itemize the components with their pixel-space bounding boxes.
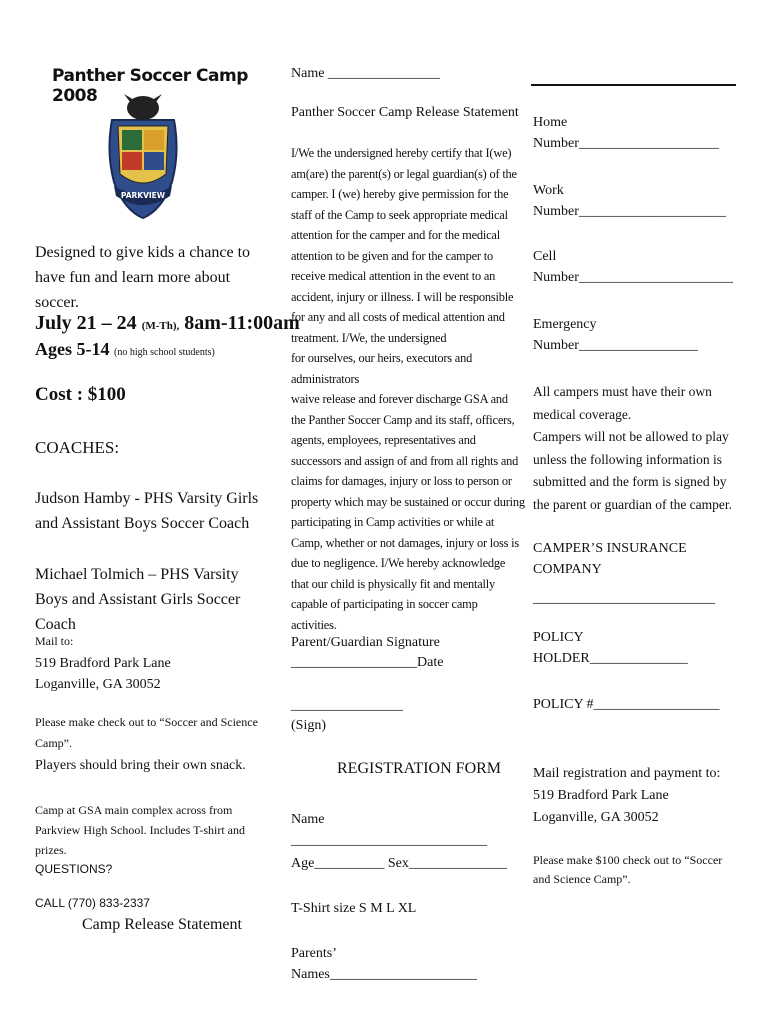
questions-label: QUESTIONS? bbox=[35, 862, 113, 876]
check-note-right: Please make $100 check out to “Soccer and Science Camp”. bbox=[533, 853, 723, 886]
address-line2: Loganville, GA 30052 bbox=[35, 677, 161, 692]
name-line[interactable]: Name ________________ bbox=[291, 66, 440, 81]
insurance-company-line[interactable]: __________________________ bbox=[533, 591, 715, 606]
mail-registration-note: Mail registration and payment to: 519 Bradford Park Lane Loganville, GA 30052 bbox=[533, 766, 721, 825]
address-line1: 519 Bradford Park Lane bbox=[35, 656, 171, 671]
release-heading: Camp Release Statement bbox=[82, 916, 242, 933]
camp-title: Panther Soccer Camp 2008 bbox=[52, 66, 248, 106]
reg-age-sex-row bbox=[291, 853, 523, 874]
ages-range: Ages 5-14 bbox=[35, 339, 110, 359]
coaches-heading: COACHES: bbox=[35, 438, 120, 457]
ages-note: (no high school students) bbox=[114, 347, 215, 358]
insurance-heading: CAMPER’S INSURANCE COMPANY bbox=[533, 541, 687, 577]
reg-tshirt-field[interactable]: T-Shirt size S M L XL bbox=[291, 901, 417, 916]
camp-cost: Cost : $100 bbox=[35, 384, 126, 405]
reg-parents-field[interactable]: Parents’ Names_____________________ bbox=[291, 946, 477, 982]
header-rule bbox=[531, 84, 736, 86]
medical-note: All campers must have their own medical coverage. Campers will not be allowed to play unless the following information is submitted and the form is signed by the parent or guardian of the camper. bbox=[533, 384, 733, 512]
mail-to-label: Mail to: bbox=[35, 634, 74, 648]
camp-ages bbox=[35, 337, 275, 365]
signature-date-line[interactable]: __________________Date bbox=[291, 655, 444, 670]
home-number-field[interactable]: Home Number____________________ bbox=[533, 115, 719, 151]
phone-number: CALL (770) 833-2337 bbox=[35, 896, 150, 910]
coach-hamby: Judson Hamby - PHS Varsity Girls and Assistant Boys Soccer Coach bbox=[35, 490, 259, 532]
registration-title: REGISTRATION FORM bbox=[337, 760, 502, 777]
cell-number-field[interactable]: Cell Number______________________ bbox=[533, 249, 733, 285]
reg-sex-field[interactable]: Sex______________ bbox=[387, 856, 507, 871]
snack-note: Players should bring their own snack. bbox=[35, 758, 246, 773]
emergency-number-field[interactable]: Emergency Number_________________ bbox=[533, 317, 698, 353]
camp-dates: July 21 – 24 bbox=[35, 312, 137, 334]
release-body: I/We the undersigned hereby certify that I(we) am(are) the parent(s) or legal guardian(s) of the camper. I (we) hereby give permission for the staff of the Camp to seek appropriate medical attention for the camper and for the medical attention to be given and for the camper to receive medical attention in the event to an accident, injury or illness. I will be responsible for any and all costs of medical attention and treatment. I/We, the undersigned for ourselves, our heirs, executors and administrators waive release and forever discharge GSA and the Panther Soccer Camp and its staff, officers, agents, employees, representatives and successors and assign of and from all rights and claims for damages, injury or loss to person or property which may be sustained or occur during participating in Camp activities or while at Camp, whether or not damages, injury or loss is due to negligence. I/We hereby acknowledge that our child is physically fit and mentally capable of participating in soccer camp activities. bbox=[291, 146, 525, 632]
camp-days: (M-Th), bbox=[141, 320, 180, 332]
release-title: Panther Soccer Camp Release Statement bbox=[291, 105, 519, 120]
coach-tolmich: Michael Tolmich – PHS Varsity Boys and Assistant Girls Soccer Coach bbox=[35, 566, 241, 633]
work-number-field[interactable]: Work Number_____________________ bbox=[533, 183, 726, 219]
signature-label: Parent/Guardian Signature bbox=[291, 635, 440, 650]
parkview-crest-logo bbox=[104, 92, 182, 222]
tagline: Designed to give kids a chance to have fun and learn more about soccer. bbox=[35, 244, 251, 311]
camp-schedule bbox=[35, 310, 300, 339]
reg-name-field[interactable]: Name ____________________________ bbox=[291, 812, 487, 848]
reg-age-field[interactable]: Age__________ bbox=[291, 856, 385, 871]
policy-number-field[interactable]: POLICY #__________________ bbox=[533, 697, 720, 712]
check-note: Please make check out to “Soccer and Science Camp”. bbox=[35, 715, 258, 750]
policy-holder-field[interactable]: POLICY HOLDER______________ bbox=[533, 630, 688, 666]
location-note: Camp at GSA main complex across from Parkview High School. Includes T-shirt and prizes. bbox=[35, 803, 245, 857]
sign-line[interactable]: ________________ bbox=[291, 698, 403, 713]
crest-banner-text: PARKVIEW bbox=[120, 191, 166, 200]
camp-hours: 8am-11:00am bbox=[184, 312, 300, 334]
sign-label: (Sign) bbox=[291, 718, 326, 733]
